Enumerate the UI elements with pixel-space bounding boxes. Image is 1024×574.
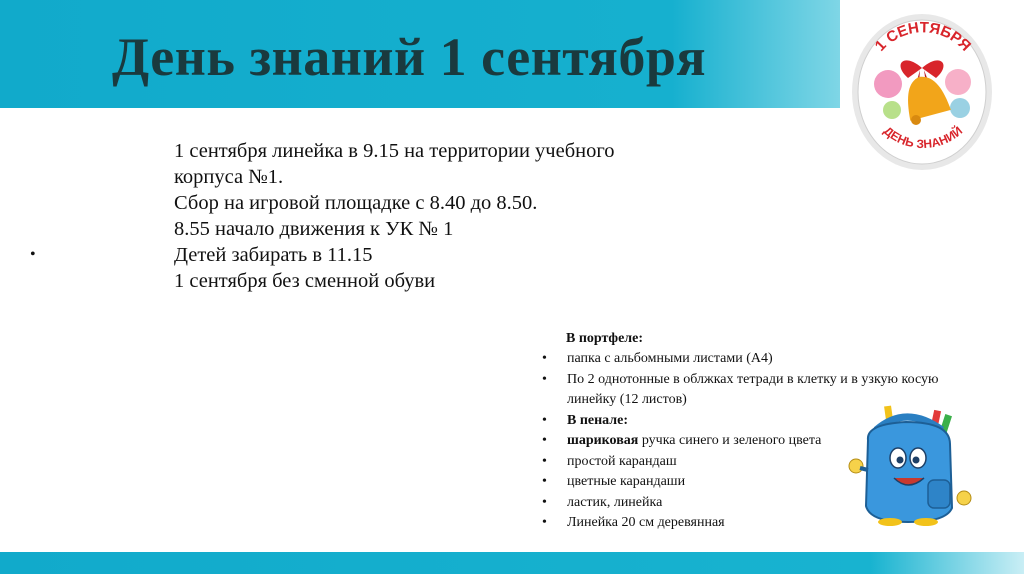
list-item: • ластик, линейка bbox=[542, 493, 967, 514]
main-bullet: • bbox=[30, 246, 36, 263]
list-item: • По 2 однотонные в облжках тетради в клетку и в узкую косую линейку (12 листов) bbox=[542, 370, 967, 411]
announcement-line: Детей забирать в 11.15 bbox=[174, 244, 373, 266]
list-item: • простой карандаш bbox=[542, 452, 967, 473]
announcement-line: 1 сентября линейка в 9.15 на территории учебного bbox=[174, 140, 615, 162]
backpack-icon bbox=[846, 400, 976, 526]
list-item: • папка с альбомными листами (А4) bbox=[542, 349, 967, 370]
list-item: • шариковая ручка синего и зеленого цвета bbox=[542, 431, 967, 452]
first-september-badge-icon bbox=[848, 6, 996, 172]
list-item: • Линейка 20 см деревянная bbox=[542, 513, 967, 534]
list-item: • В пенале: bbox=[542, 411, 967, 432]
announcement-line: 8.55 начало движения к УК № 1 bbox=[174, 218, 454, 240]
list-item: • цветные карандаши bbox=[542, 472, 967, 493]
announcement-line: Сбор на игровой площадке с 8.40 до 8.50. bbox=[174, 192, 538, 214]
badge-bottom-text: ДЕНЬ ЗНАНИЙ bbox=[880, 123, 966, 152]
main-announcement bbox=[174, 138, 615, 294]
footer-bar bbox=[0, 552, 1024, 574]
page-title: День знаний 1 сентября bbox=[112, 27, 707, 87]
announcement-line: корпуса №1. bbox=[174, 166, 284, 188]
announcement-line: 1 сентября без сменной обуви bbox=[174, 270, 436, 292]
badge-top-text: 1 СЕНТЯБРЯ bbox=[871, 19, 975, 55]
portfolio-header: В портфеле: bbox=[566, 331, 644, 346]
